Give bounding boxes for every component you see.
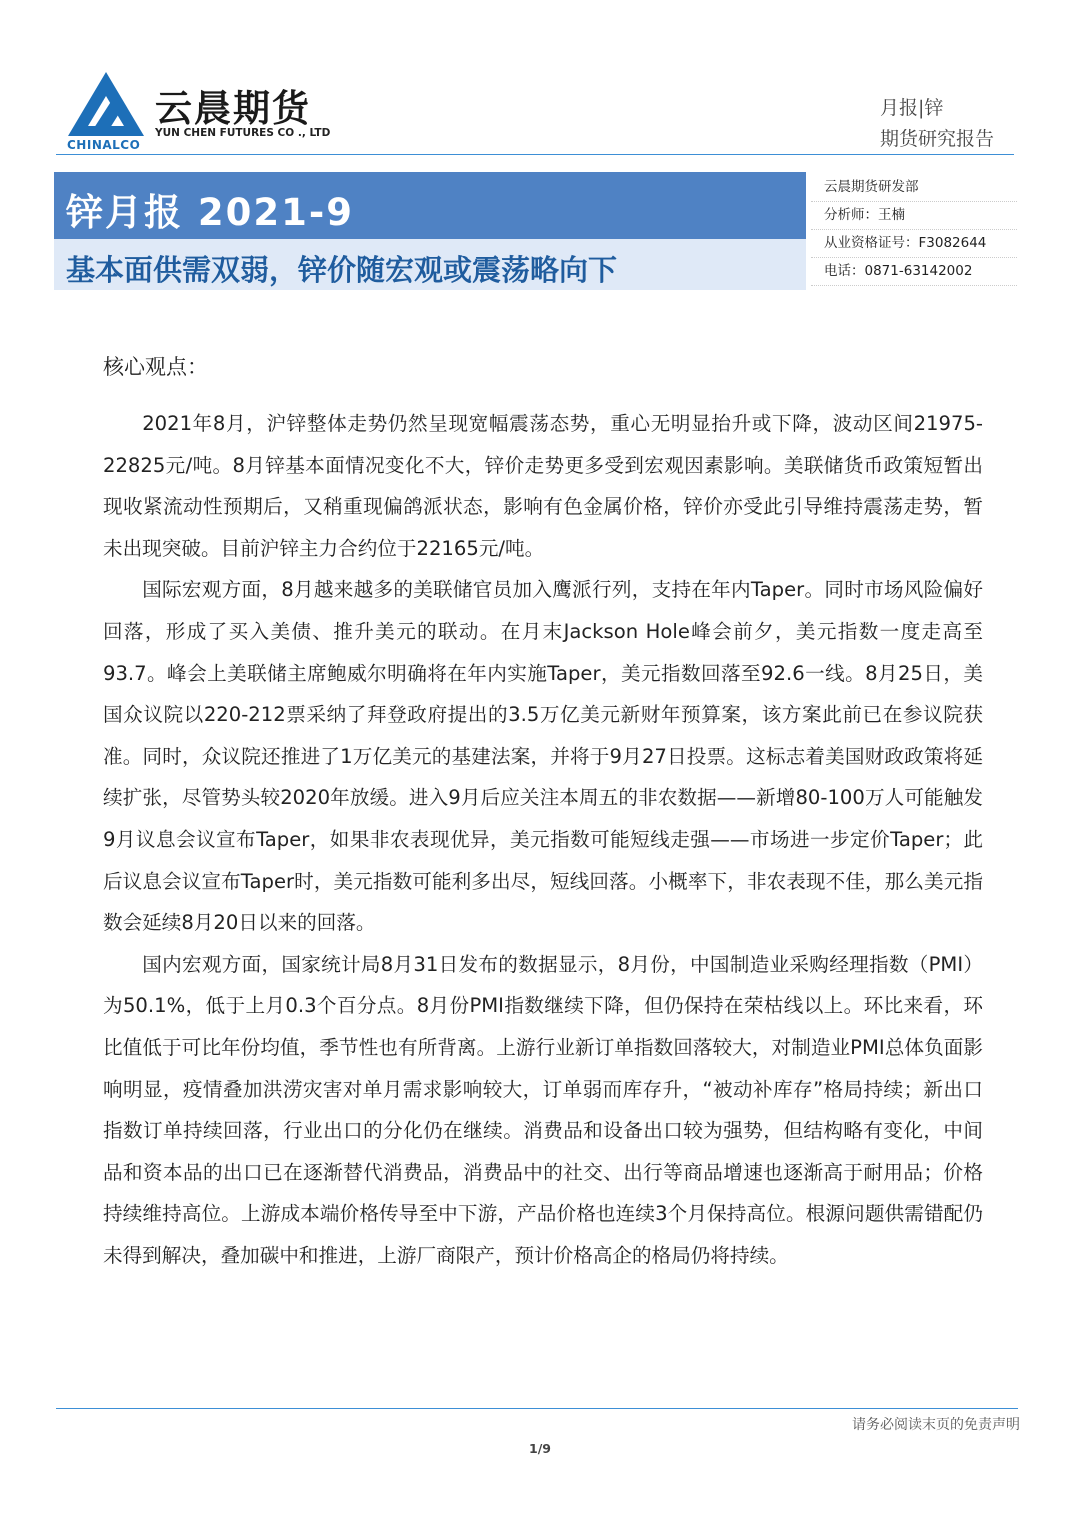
paragraph: 国际宏观方面，8月越来越多的美联储官员加入鹰派行列，支持在年内Taper。同时市场风险偏好回落，形成了买入美债、推升美元的联动。在月末Jackson Hole峰会前夕，美元指数一度走高至93.7。峰会上美联储主席鲍威尔明确将在年内实施Taper，美元指数回落至92.6一线。8月25日，美国众议院以220-212票采纳了拜登政府提出的3.5万亿美元新财年预算案，该方案此前已在参议院获准。同时，众议院还推进了1万亿美元的基建法案，并将于9月27日投票。这标志着美国财政政策将延续扩张，尽管势头较2020年放缓。进入9月后应关注本周五的非农数据——新增80-100万人可能触发9月议息会议宣布Taper，如果非农表现优异，美元指数可能短线走强——市场进一步定价Taper；此后议息会议宣布Taper时，美元指数可能利多出尽，短线回落。小概率下，非农表现不佳，那么美元指数会延续8月20日以来的回落。: [103, 578, 983, 935]
report-subtitle: 基本面供需双弱，锌价随宏观或震荡略向下: [66, 253, 618, 287]
report-type: 月报|锌: [879, 97, 944, 119]
report-category: 期货研究报告: [879, 128, 994, 150]
report-meta: [880, 93, 994, 155]
paragraph: 国内宏观方面，国家统计局8月31日发布的数据显示，8月份，中国制造业采购经理指数（PMI）为50.1%，低于上月0.3个百分点。8月份PMI指数继续下降，但仍保持在荣枯线以上。环比来看，环比值低于可比年份均值，季节性也有所背离。上游行业新订单指数回落较大，对制造业PMI总体负面影响明显，疫情叠加洪涝灾害对单月需求影响较大，订单弱而库存升，“被动补库存”格局持续；新出口指数订单持续回落，行业出口的分化仍在继续。消费品和设备出口较为强势，但结构略有变化，中间品和资本品的出口已在逐渐替代消费品，消费品中的社交、出行等商品增速也逐渐高于耐用品；价格持续维持高位。上游成本端价格传导至中下游，产品价格也连续3个月保持高位。根源问题供需错配仍未得到解决，叠加碳中和推进，上游厂商限产，预计价格高企的格局仍将持续。: [103, 952, 983, 1267]
brand-chinalco-label: CHINALCO: [67, 138, 141, 152]
department: 云晨期货研发部: [811, 174, 1017, 202]
phone-number: 电话：0871-63142002: [811, 258, 1017, 286]
brand-english-name: YUN CHEN FUTURES CO ., LTD: [155, 127, 331, 139]
body-text: [103, 403, 983, 1276]
paragraph: 2021年8月，沪锌整体走势仍然呈现宽幅震荡态势，重心无明显抬升或下降，波动区间21975-22825元/吨。8月锌基本面情况变化不大，锌价走势更多受到宏观因素影响。美联储货币政策短暂出现收紧流动性预期后，又稍重现偏鸽派状态，影响有色金属价格，锌价亦受此引导维持震荡走势，暂未出现突破。目前沪锌主力合约位于22165元/吨。: [103, 412, 983, 560]
section-heading: 核心观点：: [103, 355, 208, 379]
brand-name: 云晨期货: [155, 87, 311, 130]
header-divider: [56, 154, 1014, 155]
title-banner-top: [54, 172, 806, 239]
footer-divider: [56, 1408, 1018, 1409]
disclaimer: 请务必阅读末页的免责声明: [852, 1417, 1020, 1433]
license-number: 从业资格证号：F3082644: [811, 230, 1017, 258]
analyst-info: [811, 174, 1017, 286]
page-number: 1/9: [529, 1441, 551, 1456]
analyst-name: 分析师：王楠: [811, 202, 1017, 230]
report-title: 锌月报 2021-9: [66, 191, 354, 234]
title-banner: [54, 172, 806, 290]
